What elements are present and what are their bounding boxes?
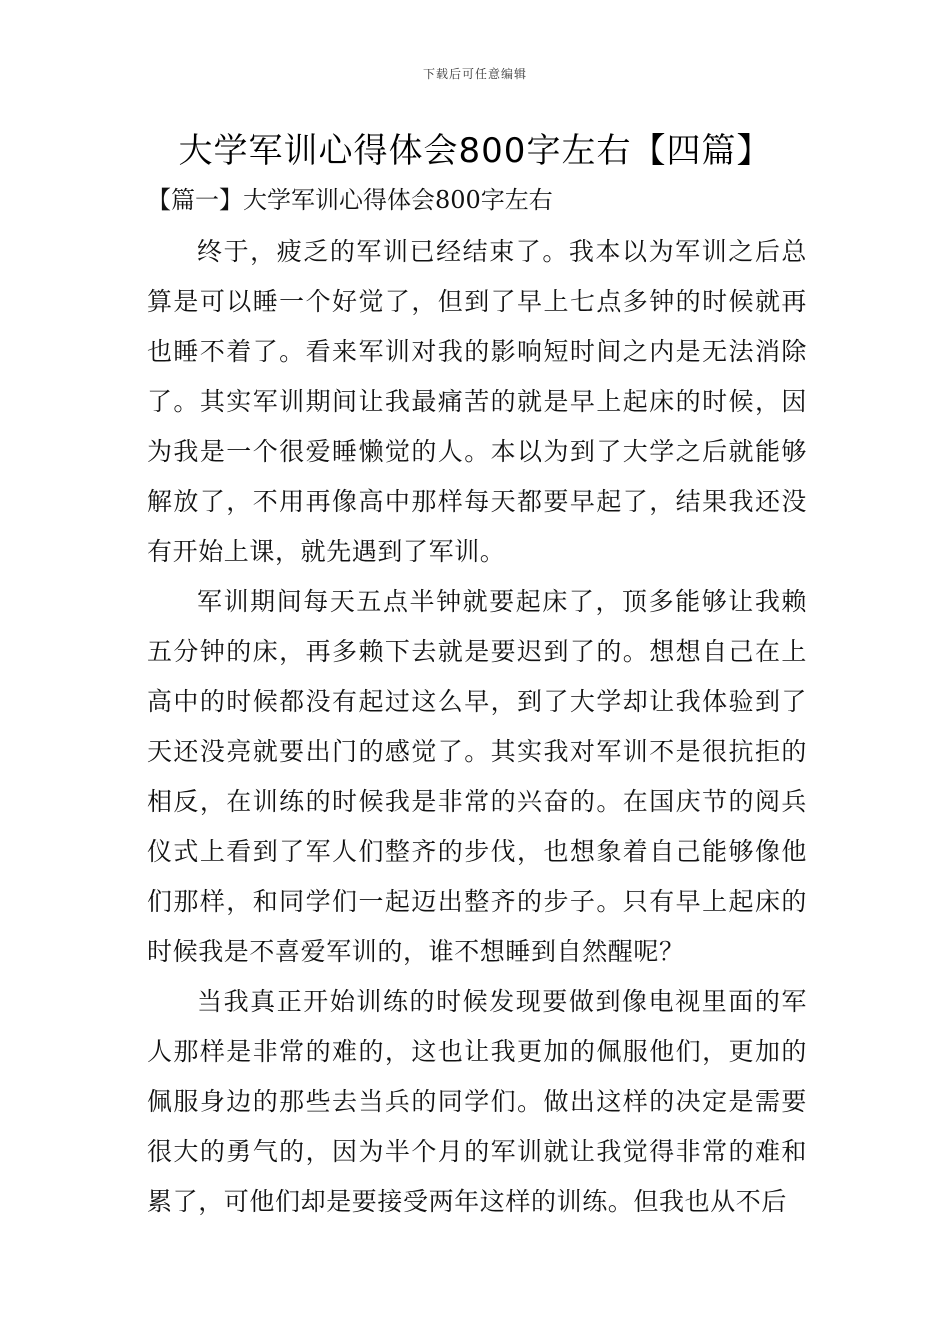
header-note: 下载后可任意编辑 <box>422 67 527 81</box>
document-title: 大学军训心得体会800字左右【四篇】 <box>178 131 772 171</box>
body-text <box>147 227 807 1227</box>
section-heading: 【篇一】大学军训心得体会800字左右 <box>147 186 553 214</box>
paragraph-2: 军训期间每天五点半钟就要起床了，顶多能够让我赖五分钟的床，再多赖下去就是要迟到了的。想想自己在上高中的时候都没有起过这么早，到了大学却让我体验到了天还没亮就要出门的感觉了。其实我对军训不是很抗拒的相反，在训练的时候我是非常的兴奋的。在国庆节的阅兵仪式上看到了军人们整齐的步伐，也想象着自己能够像他们那样，和同学们一起迈出整齐的步子。只有早上起床的时候我是不喜爱军训的，谁不想睡到自然醒呢？ <box>147 587 807 966</box>
paragraph-1: 终于，疲乏的军训已经结束了。我本以为军训之后总算是可以睡一个好觉了，但到了早上七点多钟的时候就再也睡不着了。看来军训对我的影响短时间之内是无法消除了。其实军训期间让我最痛苦的就是早上起床的时候，因为我是一个很爱睡懒觉的人。本以为到了大学之后就能够解放了，不用再像高中那样每天都要早起了，结果我还没有开始上课，就先遇到了军训。 <box>147 237 807 566</box>
paragraph-3: 当我真正开始训练的时候发现要做到像电视里面的军人那样是非常的难的，这也让我更加的佩服他们，更加的佩服身边的那些去当兵的同学们。做出这样的决定是需要很大的勇气的，因为半个月的军训就让我觉得非常的难和累了，可他们却是要接受两年这样的训练。但我也从不后 <box>147 987 807 1216</box>
